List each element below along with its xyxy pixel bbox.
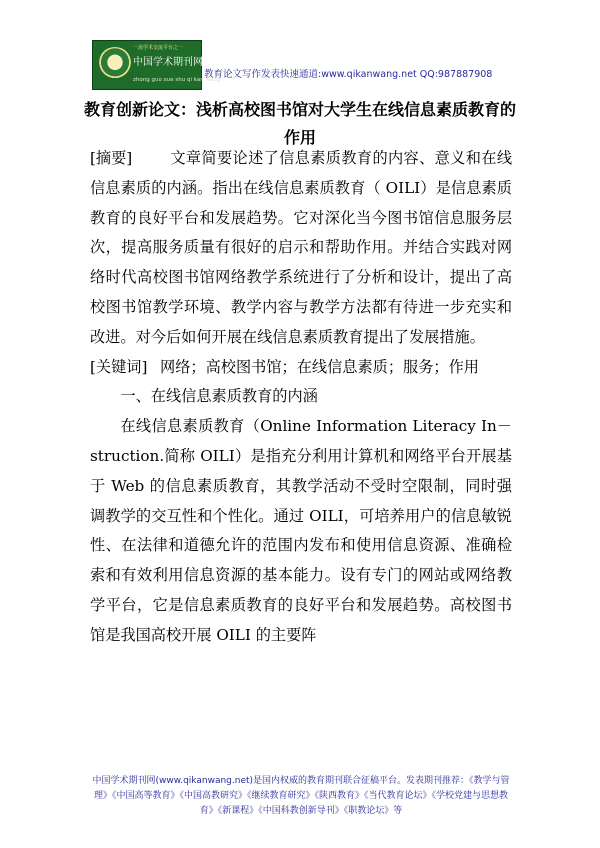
abstract-label: [摘要] [90, 149, 133, 167]
logo-name: 中国学术期刊网 [133, 57, 203, 68]
section-paragraph: 在线信息素质教育（Online Information Literacy In－struction.简称 OILI）是指充分利用计算机和网络平台开展基于 Web 的信息素质教育，其教学活动不受时空限制，同时强调教学的交互性和个性化。通过 OILI，可培养用户的信息敏锐性、在法律和道德允许的范围内发布和使用信息资源、准确检索和有效利用信息资源的基本能力。设有专门的网站或网络教学平台，它是信息素质教育的良好平台和发展趋势。高校图书馆是我国高校开展 OILI 的主要阵 [90, 417, 512, 644]
article-body [90, 144, 512, 651]
footer-notice: 中国学术期刊网(www.qikanwang.net)是国内权威的教育期刊联合征稿平台。发表期刊推荐：《教学与管理》《中国高等教育》《中国高教研究》《继续教育研究》《陕西教育》《当代教育论坛》《学校党建与思想教育》《新课程》《中国科教创新导刊》《职教论坛》等 [92, 776, 510, 817]
keywords-label: [关键词] [90, 357, 148, 376]
keywords-text: 网络；高校图书馆；在线信息素质；服务；作用 [160, 357, 479, 376]
logo-url: zhong guo xue shu qi kan wang [133, 77, 221, 83]
abstract-paragraph [90, 144, 512, 353]
section-heading: 一、在线信息素质教育的内涵 [120, 387, 318, 406]
keywords-paragraph [90, 353, 512, 383]
logo-tagline: 一流学术交流平台之一 [133, 45, 184, 51]
header-slogan-link[interactable]: 教育论文写作发表快速通道:www.qikanwang.net QQ:987887908 [204, 69, 493, 80]
page-title: 教育创新论文：浅析高校图书馆对大学生在线信息素质教育的作用 [83, 100, 516, 147]
emblem-icon [98, 47, 132, 81]
page-header [92, 40, 512, 90]
abstract-text: 文章简要论述了信息素质教育的内容、意义和在线信息素质的内涵。指出在线信息素质教育（ OILI）是信息素质教育的良好平台和发展趋势。它对深化当今图书馆信息服务层次，提高服务质量有很好的启示和帮助作用。并结合实践对网络时代高校图书馆网络教学系统进行了分析和设计，提出了高校图书馆教学环境、教学内容与教学方法都有待进一步充实和改进。对今后如何开展在线信息素质教育提出了发展措施。 [90, 149, 512, 346]
journal-logo[interactable] [92, 40, 221, 90]
